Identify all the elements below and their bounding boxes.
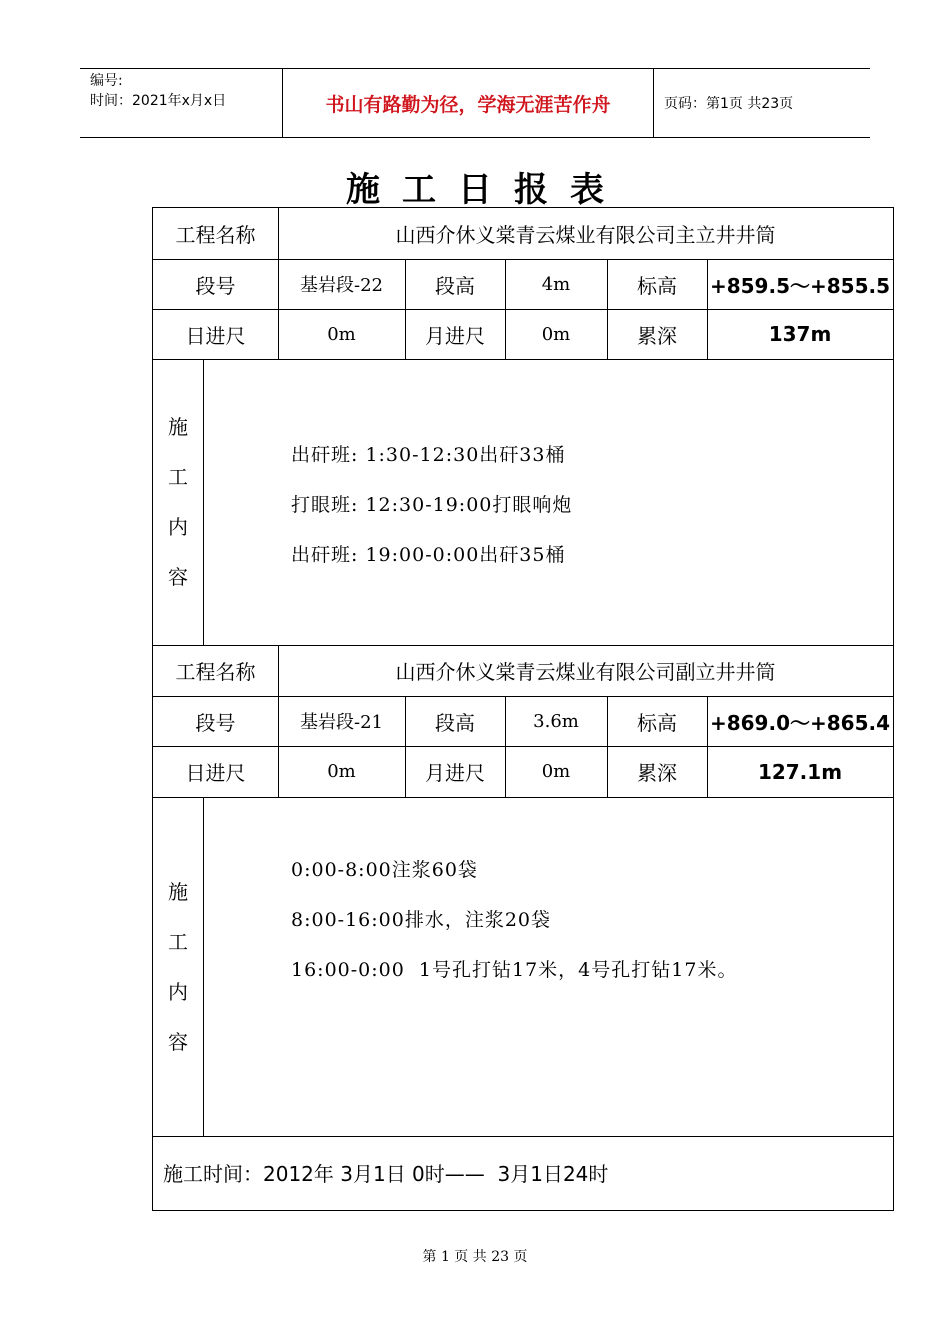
daily-advance-label: 日进尺 xyxy=(185,761,246,785)
total-depth-value: 137m xyxy=(768,322,832,346)
segment-height-label: 段高 xyxy=(435,710,475,735)
total-depth-value: 127.1m xyxy=(757,759,843,784)
monthly-advance-value: 0m xyxy=(541,323,571,345)
construction-content xyxy=(291,845,737,995)
daily-report-table xyxy=(152,207,894,1211)
elevation-value: +869.0～+865.4 xyxy=(709,710,891,735)
content-line: 0:00-8:00注浆60袋 xyxy=(291,859,478,881)
monthly-advance-value: 0m xyxy=(541,761,571,782)
header-meta xyxy=(80,69,282,137)
section-label: 段号 xyxy=(195,273,236,298)
monthly-advance-label: 月进尺 xyxy=(425,761,485,785)
construction-content-label: 施 工 内 容 xyxy=(168,415,188,589)
segment-height-value: 4m xyxy=(541,273,571,295)
content-line: 8:00-16:00排水，注浆20袋 xyxy=(291,909,552,931)
project-name-label: 工程名称 xyxy=(175,223,256,247)
monthly-advance-label: 月进尺 xyxy=(425,323,485,348)
daily-advance-value: 0m xyxy=(327,761,356,782)
header-motto: 书山有路勤为径，学海无涯苦作舟 xyxy=(282,69,654,137)
daily-advance-value: 0m xyxy=(327,323,356,345)
content-line: 出矸班: 1:30-12:30出矸33桶 xyxy=(291,444,566,466)
elevation-label: 标高 xyxy=(637,710,677,735)
elevation-value: +859.5～+855.5 xyxy=(709,273,891,298)
total-depth-label: 累深 xyxy=(637,323,677,348)
header-page-info: 页码：第1页 共23页 xyxy=(664,96,794,112)
total-depth-label: 累深 xyxy=(637,761,677,785)
content-line: 16:00-0:00 1号孔打钻17米，4号孔打钻17米。 xyxy=(291,959,738,981)
elevation-label: 标高 xyxy=(637,273,677,298)
segment-height-value: 3.6m xyxy=(533,710,579,732)
construction-content xyxy=(291,430,572,580)
document-title: 施工日报表 xyxy=(346,170,626,210)
segment-height-label: 段高 xyxy=(435,273,475,298)
section-label: 段号 xyxy=(195,710,236,735)
content-line: 打眼班: 12:30-19:00打眼响炮 xyxy=(291,494,573,516)
project-name-label: 工程名称 xyxy=(175,660,256,684)
section-value: 基岩段-22 xyxy=(300,275,383,296)
section-value: 基岩段-21 xyxy=(300,712,383,733)
number-label: 编号: xyxy=(90,73,123,89)
construction-content-label: 施 工 内 容 xyxy=(168,879,188,1054)
content-line: 出矸班: 19:00-0:00出矸35桶 xyxy=(291,544,566,566)
page-header xyxy=(80,68,870,138)
project-name-value: 山西介休义棠青云煤业有限公司主立井井筒 xyxy=(395,223,776,247)
construction-time: 施工时间：2012年 3月1日 0时—— 3月1日24时 xyxy=(163,1162,609,1186)
page-footer: 第 1 页 共 23 页 xyxy=(422,1249,528,1265)
time-label: 时间：2021年x月x日 xyxy=(90,93,227,109)
project-name-value: 山西介休义棠青云煤业有限公司副立井井筒 xyxy=(395,660,776,684)
daily-advance-label: 日进尺 xyxy=(185,323,246,348)
